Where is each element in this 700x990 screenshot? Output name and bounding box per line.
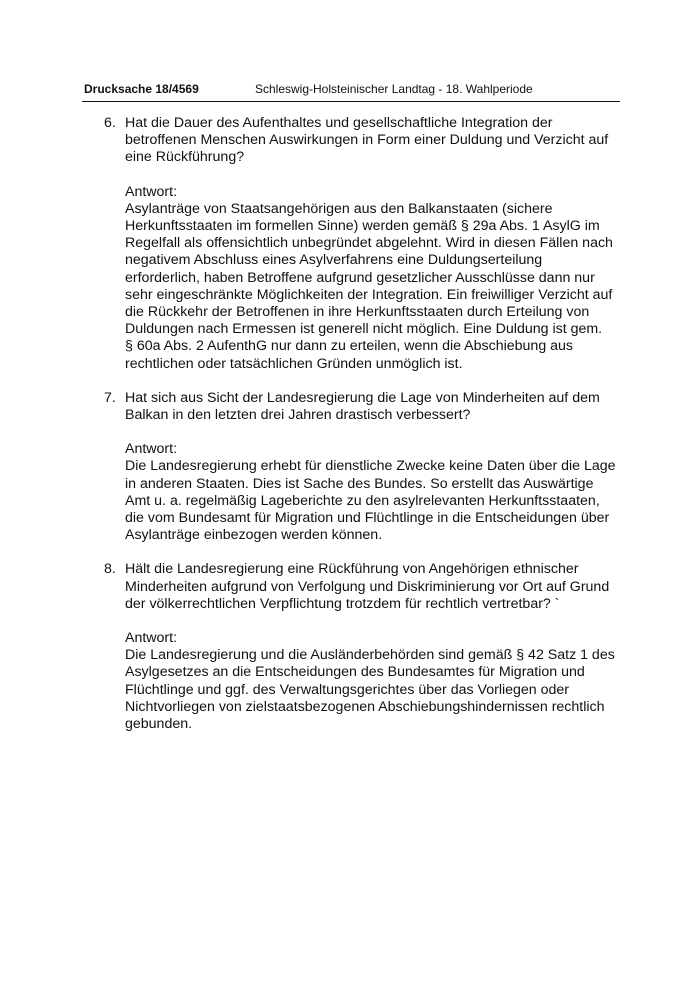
answer-text: Asylanträge von Staatsangehörigen aus den Balkanstaaten (sichere Herkunftsstaaten im formellen Sinne) werden gemäß § 29a Abs. 1 AsylG im Regelfall als offensichtlich unbegründet abgelehnt. Wird in diesen Fällen nach negativem Abschluss eines Asylverfahrens eine Duldungserteilung erforderlich, haben Betroffene aufgrund gesetzlicher Ausschlüsse dann nur sehr eingeschränkte Möglichkeiten der Integration. Ein freiwilliger Verzicht auf die Rückkehr der Betroffenen in ihre Herkunftsstaaten durch Erteilung von Duldungen nach Ermessen ist generell nicht möglich. Eine Duldung ist gem. § 60a Abs. 2 AufenthG nur dann zu erteilen, wenn die Abschiebung aus rechtlichen oder tatsächlichen Gründen unmöglich ist. <box>125 200 613 372</box>
question-number: 6. <box>104 115 116 131</box>
answer-label: Antwort: <box>125 183 178 200</box>
question-answer-list <box>104 115 624 750</box>
question-text: Hat die Dauer des Aufenthaltes und gesellschaftliche Integration der betroffenen Menschen Auswirkungen in Form einer Duldung und Verzicht auf eine Rückführung? <box>125 115 609 166</box>
question-number: 8. <box>104 561 116 578</box>
question-number: 7. <box>104 389 116 406</box>
answer-text: Die Landesregierung und die Ausländerbehörden sind gemäß § 42 Satz 1 des Asylgesetzes an die Entscheidungen des Bundesamtes für Migration und Flüchtlinge und ggf. des Verwaltungsgerichtes über das Vorliegen oder Nichtvorliegen von zielstaatsbezogenen Abschiebungshindernissen rechtlich gebunden. <box>125 647 615 733</box>
answer-label: Antwort: <box>125 441 178 458</box>
document-number: Drucksache 18/4569 <box>84 82 199 96</box>
qa-item-6 <box>104 115 624 373</box>
answer-label: Antwort: <box>125 630 178 647</box>
page-header <box>82 82 620 102</box>
question-text: Hat sich aus Sicht der Landesregierung die Lage von Minderheiten auf dem Balkan in den letzten drei Jahren drastisch verbessert? <box>125 389 600 424</box>
parliament-title: Schleswig-Holsteinischer Landtag - 18. Wahlperiode <box>255 82 533 96</box>
qa-item-8 <box>104 561 624 733</box>
answer-text: Die Landesregierung erhebt für dienstliche Zwecke keine Daten über die Lage in anderen Staaten. Dies ist Sache des Bundes. So erstellt das Auswärtige Amt u. a. regelmäßig Lageberichte zu den asylrelevanten Herkunftsstaaten, die vom Bundesamt für Migration und Flüchtlinge in die Entscheidungen über Asylanträge einbezogen werden können. <box>125 458 616 544</box>
qa-item-7 <box>104 390 624 545</box>
question-text: Hält die Landesregierung eine Rückführung von Angehörigen ethnischer Minderheiten aufgrund von Verfolgung und Diskriminierung vor Ort auf Grund der völkerrechtlichen Verpflichtung trotzdem für rechtlich vertretbar? ` <box>125 561 610 612</box>
